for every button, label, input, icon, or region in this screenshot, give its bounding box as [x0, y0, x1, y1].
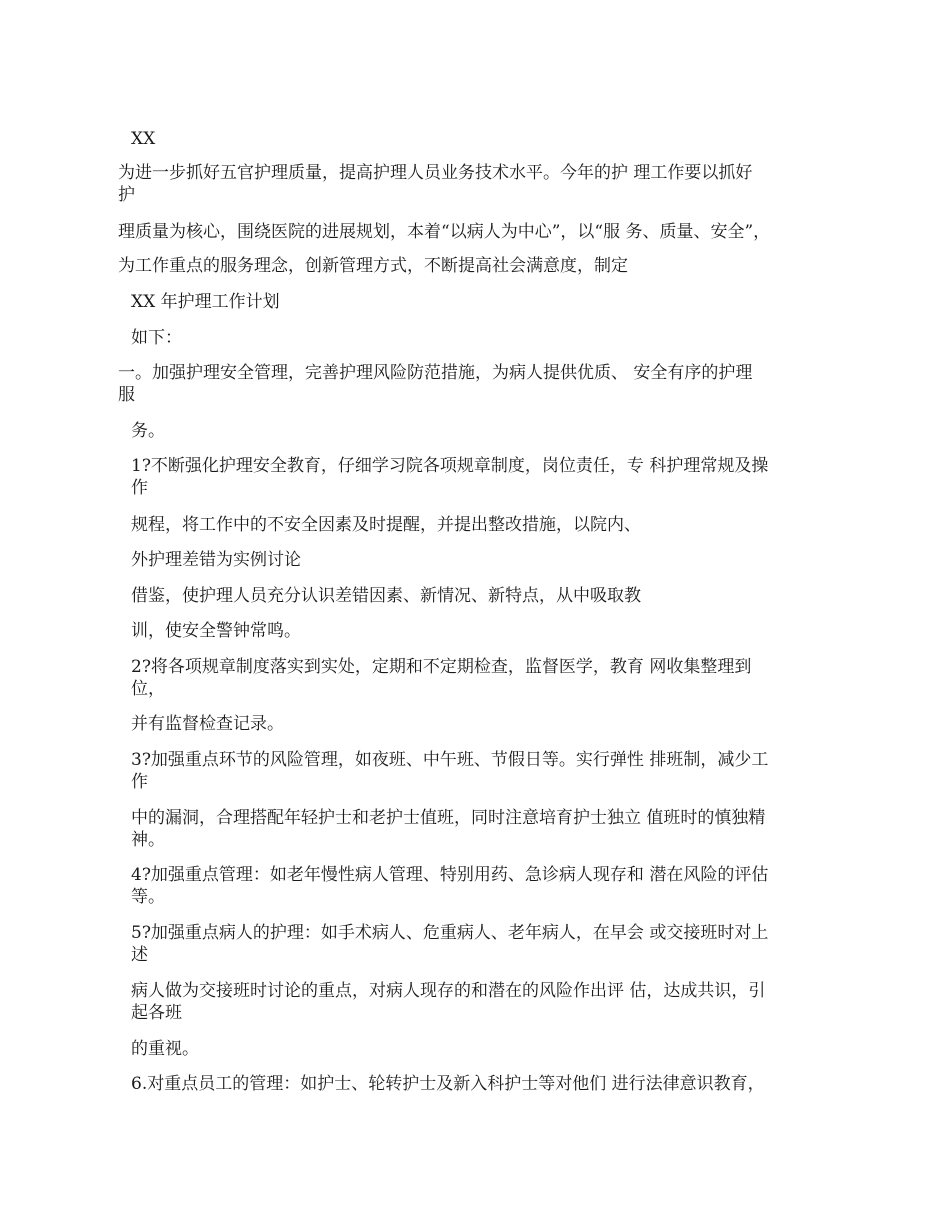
paragraph — [0, 420, 950, 442]
text-line: 理质量为核心，围绕医院的进展规划，本着“以病人为中心”，以“服 务、质量、安全”， — [118, 222, 771, 242]
paragraph — [0, 980, 950, 1024]
list-item-1 — [0, 455, 950, 499]
text-line: 作 — [131, 478, 148, 498]
text-line: 作 — [131, 772, 148, 792]
text-line: 一。加强护理安全管理，完善护理风险防范措施，为病人提供优质、 安全有序的护理 — [118, 363, 753, 383]
paragraph — [0, 291, 950, 313]
text-line: 服 — [118, 385, 135, 405]
list-item-6 — [0, 1073, 950, 1095]
paragraph — [0, 713, 950, 735]
paragraph — [0, 327, 950, 349]
text-line: 并有监督检查记录。 — [131, 714, 284, 734]
paragraph — [0, 1038, 950, 1060]
section-heading-1 — [0, 362, 950, 406]
text-line: XX — [131, 129, 156, 149]
list-item-2 — [0, 656, 950, 700]
paragraph — [0, 514, 950, 536]
text-line: 务。 — [131, 421, 165, 441]
text-line: 2?将各项规章制度落实到实处，定期和不定期检查，监督医学，教育 网收集整理到 — [131, 657, 752, 677]
text-line: 借鉴，使护理人员充分认识差错因素、新情况、新特点，从中吸取教 — [131, 586, 641, 606]
document-heading-xx — [0, 128, 950, 150]
text-line: 的重视。 — [131, 1039, 199, 1059]
paragraph — [0, 549, 950, 571]
paragraph — [0, 620, 950, 642]
text-line: 6.对重点员工的管理：如护士、轮转护士及新入科护士等对他们 进行法律意识教育， — [131, 1074, 765, 1094]
text-line: 1?不断强化护理安全教育，仔细学习院各项规章制度，岗位责任，专 科护理常规及操 — [131, 456, 769, 476]
text-line: 位， — [131, 679, 165, 699]
text-line: 规程，将工作中的不安全因素及时提醒，并提出整改措施，以院内、 — [131, 515, 641, 535]
text-line: 4?加强重点管理：如老年慢性病人管理、特别用药、急诊病人现存和 潜在风险的评估 — [131, 865, 769, 885]
text-line: 神。 — [131, 830, 165, 850]
paragraph — [0, 807, 950, 851]
list-item-3 — [0, 749, 950, 793]
text-line: 病人做为交接班时讨论的重点，对病人现存的和潜在的风险作出评 估，达成共识，引 — [131, 981, 766, 1001]
list-item-4 — [0, 864, 950, 908]
paragraph — [0, 162, 950, 206]
list-item-5 — [0, 922, 950, 966]
paragraph — [0, 585, 950, 607]
text-line: 为工作重点的服务理念，创新管理方式，不断提高社会满意度，制定 — [118, 256, 628, 276]
paragraph — [0, 221, 950, 243]
text-line: 中的漏洞，合理搭配年轻护士和老护士值班，同时注意培育护士独立 值班时的慎独精 — [131, 808, 766, 828]
text-line: 外护理差错为实例讨论 — [131, 550, 301, 570]
text-line: 起各班 — [131, 1003, 182, 1023]
text-line: 如下： — [131, 328, 182, 348]
text-line: 训，使安全警钟常鸣。 — [131, 621, 301, 641]
text-line: 为进一步抓好五官护理质量，提高护理人员业务技术水平。今年的护 理工作要以抓好 — [118, 163, 753, 183]
text-line: 述 — [131, 945, 148, 965]
text-line: 5?加强重点病人的护理：如手术病人、危重病人、老年病人，在早会 或交接班时对上 — [131, 923, 769, 943]
paragraph — [0, 255, 950, 277]
text-line: 等。 — [131, 887, 165, 907]
text-line: XX 年护理工作计划 — [131, 292, 280, 312]
text-line: 护 — [118, 185, 135, 205]
text-line: 3?加强重点环节的风险管理，如夜班、中午班、节假日等。实行弹性 排班制，减少工 — [131, 750, 769, 770]
